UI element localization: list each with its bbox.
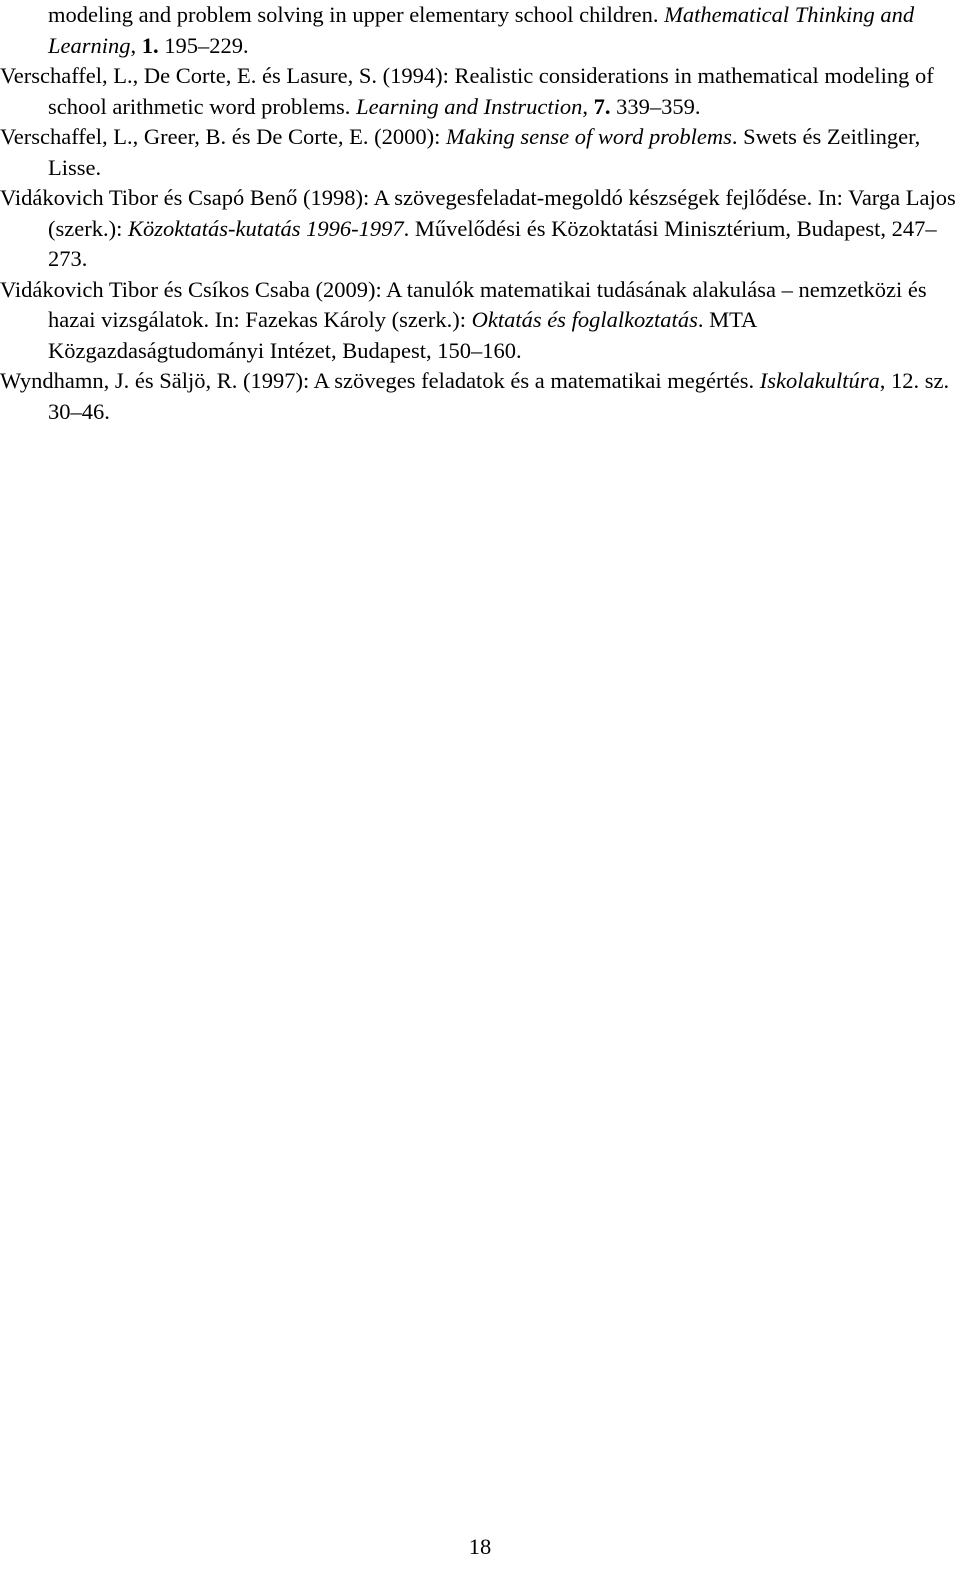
reference-item-wyndhamn-1997 [0, 366, 956, 427]
page-number: 18 [468, 1534, 492, 1559]
reference-pages: 339–359. [610, 93, 701, 119]
reference-list [0, 0, 956, 427]
reference-journal: Mathematical Thinking and Learning [48, 2, 915, 58]
reference-item-vidakovich-1998 [0, 183, 956, 275]
reference-tail: . Swets és Zeitlinger, Lisse. [48, 124, 921, 180]
reference-separator: , [130, 32, 142, 58]
reference-volume: 1. [141, 32, 159, 58]
reference-text: modeling and problem solving in upper elementary school children. [48, 2, 665, 27]
reference-text: Verschaffel, L., Greer, B. és De Corte, E. (2000): [0, 124, 447, 149]
reference-volume: 7. [593, 93, 611, 119]
reference-text: Verschaffel, L., De Corte, E. és Lasure, S. (1994): Realistic considerations in mathematical modeling of school arithmetic word problems. [0, 63, 934, 119]
reference-text: Vidákovich Tibor és Csapó Benő (1998): A szövegesfeladat-megoldó készségek fejlődése. In: Varga Lajos (szerk.): [0, 185, 956, 241]
reference-text: Wyndhamn, J. és Säljö, R. (1997): A szöveges feladatok és a matematikai megértés. [0, 368, 760, 393]
reference-item-verschaffel-1994 [0, 61, 956, 122]
reference-pages: 195–229. [158, 32, 249, 58]
reference-item-vidakovich-2009 [0, 275, 956, 367]
reference-title: Making sense of word problems [446, 124, 732, 149]
reference-tail: . MTA Közgazdaságtudományi Intézet, Budapest, 150–160. [48, 307, 757, 363]
reference-item-continued [0, 0, 956, 61]
reference-title: Közoktatás-kutatás 1996-1997 [127, 215, 404, 241]
reference-tail: , 12. sz. 30–46. [48, 368, 950, 424]
reference-tail: . Művelődési és Közoktatási Minisztérium, Budapest, 247–273. [48, 215, 937, 271]
reference-title: Iskolakultúra [759, 368, 880, 393]
reference-journal: Learning and Instruction [356, 93, 583, 119]
reference-title: Oktatás és foglalkoztatás [471, 307, 698, 332]
reference-item-verschaffel-2000 [0, 122, 956, 183]
reference-text: Vidákovich Tibor és Csíkos Csaba (2009): A tanulók matematikai tudásának alakulása – nemzetközi és hazai vizsgálatok. In: Fazekas Károly (szerk.): [0, 276, 927, 332]
reference-separator: , [582, 93, 594, 119]
